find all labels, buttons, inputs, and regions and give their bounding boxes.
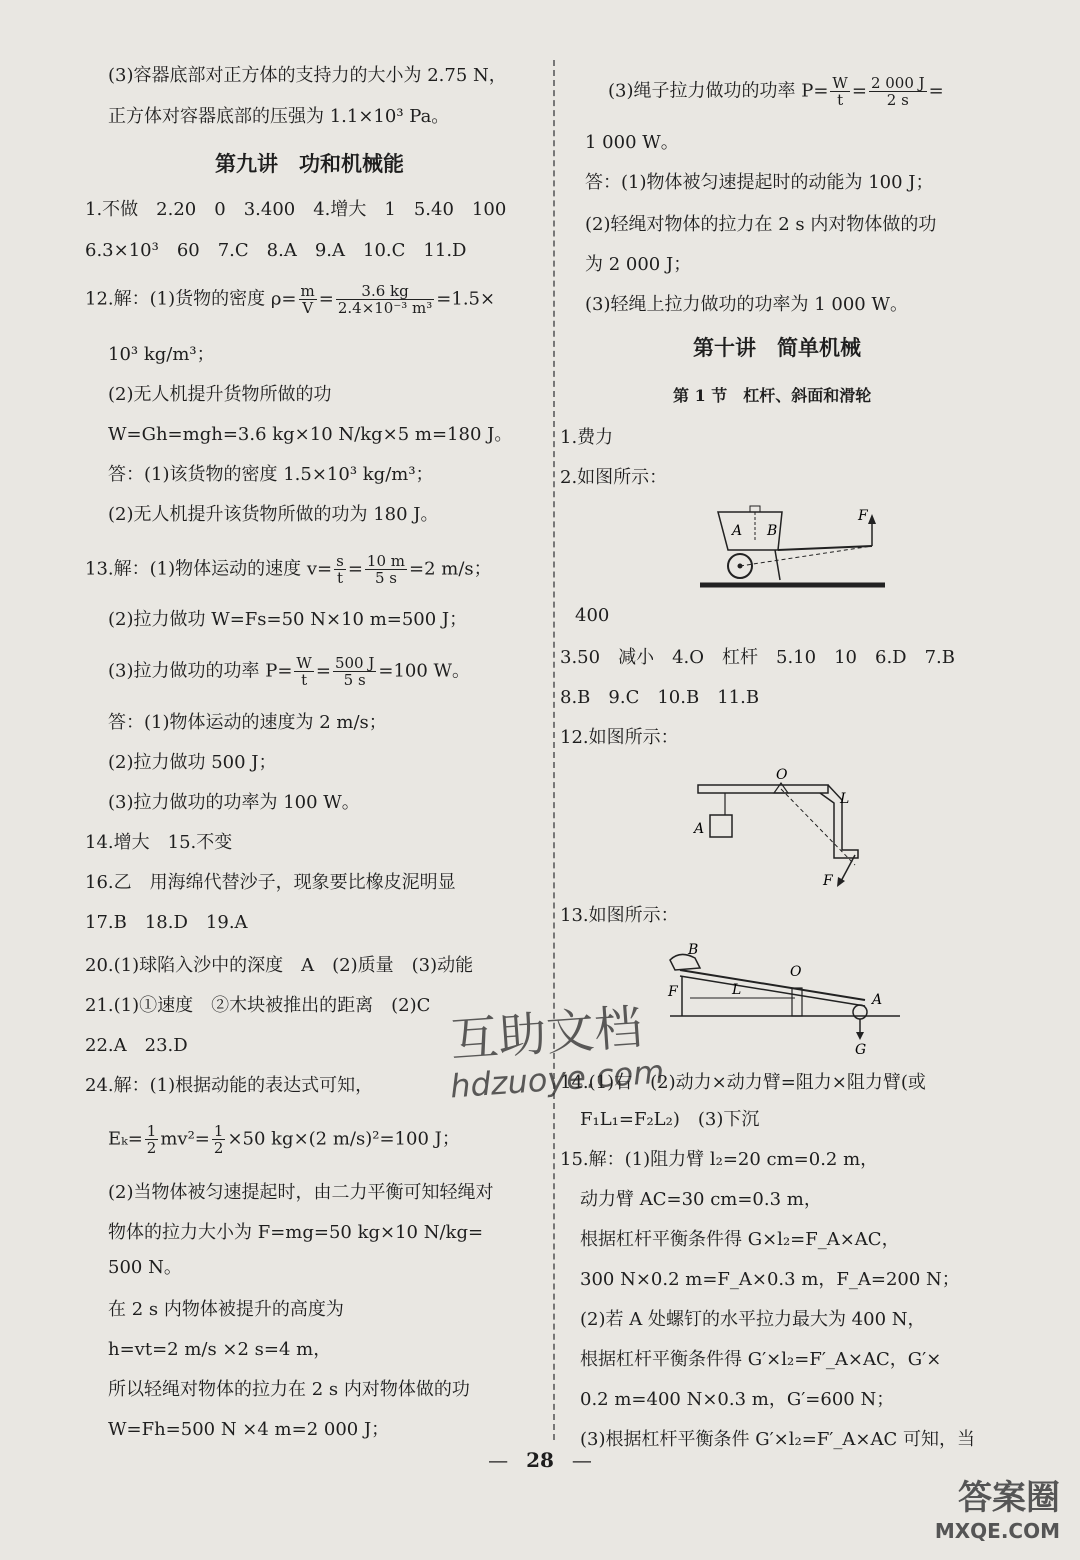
answer-line: W=Gh=mgh=3.6 kg×10 N/kg×5 m=180 J。 bbox=[108, 424, 513, 445]
label-f: F bbox=[823, 873, 833, 889]
answer-line-power: (3)拉力做功的功率 P= $\frac{W}{t}$ = $\frac{500 J}{5 s}$ =100 W。 bbox=[108, 654, 471, 689]
answer-line: F₁L₁=F₂L₂) (3)下沉 bbox=[580, 1109, 760, 1130]
section-1-heading: 第 1 节 杠杆、斜面和滑轮 bbox=[673, 386, 872, 405]
answer-line: 2.如图所示： bbox=[560, 467, 668, 488]
label-a: A bbox=[694, 821, 705, 837]
label-l: L bbox=[732, 982, 742, 998]
fraction: $\frac{500 J}{5 s}$ bbox=[334, 654, 375, 689]
fraction: $\frac{W}{t}$ bbox=[296, 654, 312, 689]
answer-line: W=Fh=500 N ×4 m=2 000 J； bbox=[108, 1419, 390, 1440]
answer-line: 为 2 000 J； bbox=[585, 254, 692, 275]
answer-line: 6.3×10³ 60 7.C 8.A 9.A 10.C 11.D bbox=[85, 240, 467, 261]
wheelbarrow-figure bbox=[700, 500, 900, 595]
column-divider bbox=[553, 60, 555, 1440]
answer-line: (2)拉力做功 500 J； bbox=[108, 752, 277, 773]
answer-line: 17.B 18.D 19.A bbox=[85, 912, 248, 933]
label-b: B bbox=[767, 523, 778, 539]
fraction: $\frac{W}{t}$ bbox=[832, 74, 848, 109]
answer-line: (2)当物体被匀速提起时，由二力平衡可知轻绳对 bbox=[108, 1182, 494, 1203]
answer-line: (2)若 A 处螺钉的水平拉力最大为 400 N， bbox=[580, 1309, 926, 1330]
answer-line: 21.(1)①速度 ②木块被推出的距离 (2)C bbox=[85, 995, 431, 1016]
watermark-en: hdzuoye.com bbox=[448, 1052, 666, 1106]
fraction: $\frac{m}{V}$ bbox=[300, 282, 315, 317]
answer-line: 15.解：(1)阻力臂 l₂=20 cm=0.2 m， bbox=[560, 1149, 879, 1170]
answer-line: h=vt=2 m/s ×2 s=4 m， bbox=[108, 1339, 332, 1360]
label-l: L bbox=[840, 791, 850, 807]
answer-line: (3)根据杠杆平衡条件 G′×l₂=F′_A×AC 可知，当 bbox=[580, 1429, 975, 1450]
answer-line: 根据杠杆平衡条件得 G′×l₂=F′_A×AC，G′× bbox=[580, 1349, 942, 1370]
fraction: $\frac{3.6 kg}{\text{2.4×10⁻³ m³}}$ bbox=[337, 282, 433, 317]
answer-line: 500 N。 bbox=[108, 1257, 182, 1278]
answer-line: 0.2 m=400 N×0.3 m，G′=600 N； bbox=[580, 1389, 895, 1410]
answer-line-density: 12.解：(1)货物的密度 ρ= $\frac{m}{V}$ = $\frac{3.6 kg}{\text{2.4×10⁻³ m³}}$ =1.5× bbox=[85, 282, 496, 317]
answer-line: 在 2 s 内物体被提升的高度为 bbox=[108, 1299, 344, 1320]
answer-line: 根据杠杆平衡条件得 G×l₂=F_A×AC， bbox=[580, 1229, 900, 1250]
answer-line: 动力臂 AC=30 cm=0.3 m， bbox=[580, 1189, 822, 1210]
label-g: G bbox=[855, 1042, 867, 1058]
answer-line-rope-power: (3)绳子拉力做功的功率 P= $\frac{W}{t}$ = $\frac{2 000 J}{2 s}$ = bbox=[608, 74, 944, 109]
answer-line: (2)无人机提升该货物所做的功为 180 J。 bbox=[108, 504, 439, 525]
answer-line: 所以轻绳对物体的拉力在 2 s 内对物体做的功 bbox=[108, 1379, 470, 1400]
label-f: F bbox=[668, 984, 678, 1000]
answer-line: 答：(1)该货物的密度 1.5×10³ kg/m³； bbox=[108, 464, 434, 485]
label-b: B bbox=[688, 942, 699, 958]
answer-line: 24.解：(1)根据动能的表达式可知， bbox=[85, 1075, 374, 1096]
answer-line: 16.乙 用海绵代替沙子，现象要比橡皮泥明显 bbox=[85, 872, 456, 893]
answer-line: (3)拉力做功的功率为 100 W。 bbox=[108, 792, 360, 813]
answer-line: 12.如图所示： bbox=[560, 727, 679, 748]
answer-line: (2)轻绳对物体的拉力在 2 s 内对物体做的功 bbox=[585, 214, 937, 235]
answer-line: 14.(1)右 (2)动力×动力臂=阻力×阻力臂(或 bbox=[560, 1072, 926, 1093]
answer-line: (2)无人机提升货物所做的功 bbox=[108, 384, 332, 405]
watermark-cn: 互助文档 bbox=[448, 999, 645, 1069]
fraction: $\frac{1}{2}$ bbox=[146, 1122, 157, 1157]
answer-line: 1.费力 bbox=[560, 427, 614, 448]
answer-line: 13.如图所示： bbox=[560, 905, 679, 926]
answer-line: 物体的拉力大小为 F=mg=50 kg×10 N/kg= bbox=[108, 1222, 484, 1243]
answer-line: 300 N×0.2 m=F_A×0.3 m，F_A=200 N； bbox=[580, 1269, 960, 1290]
answer-line: 20.(1)球陷入沙中的深度 A (2)质量 (3)动能 bbox=[85, 955, 474, 976]
label-f: F bbox=[858, 508, 868, 524]
fraction: $\frac{10 m}{5 s}$ bbox=[366, 552, 405, 587]
answer-line: 10³ kg/m³； bbox=[108, 344, 215, 365]
fraction: $\frac{1}{2}$ bbox=[213, 1122, 224, 1157]
answer-line: 8.B 9.C 10.B 11.B bbox=[560, 687, 760, 708]
answer-line: 1 000 W。 bbox=[585, 132, 679, 153]
lecture-10-heading: 第十讲 简单机械 bbox=[693, 335, 861, 360]
answer-line: 22.A 23.D bbox=[85, 1035, 188, 1056]
answer-line: (2)拉力做功 W=Fs=50 N×10 m=500 J； bbox=[108, 609, 468, 630]
fraction: $\frac{s}{t}$ bbox=[336, 552, 344, 587]
answer-line: 3.50 减小 4.O 杠杆 5.10 10 6.D 7.B bbox=[560, 647, 955, 668]
answer-line: 14.增大 15.不变 bbox=[85, 832, 233, 853]
label-a: A bbox=[872, 992, 883, 1008]
fraction: $\frac{2 000 J}{2 s}$ bbox=[870, 74, 925, 109]
seesaw-figure bbox=[660, 940, 910, 1060]
page-number: — 28 — bbox=[488, 1448, 592, 1472]
answer-line: 答：(1)物体被匀速提起时的动能为 100 J； bbox=[585, 172, 934, 193]
answer-line: 400 bbox=[575, 605, 610, 626]
answer-line: (3)轻绳上拉力做功的功率为 1 000 W。 bbox=[585, 294, 908, 315]
label-o: O bbox=[790, 964, 802, 980]
lever-figure bbox=[690, 765, 880, 895]
corner-logo: 答案圈 MXQE.COM bbox=[934, 1478, 1060, 1543]
label-o: O bbox=[776, 767, 788, 783]
answer-line-velocity: 13.解：(1)物体运动的速度 v= $\frac{s}{t}$ = $\frac{10 m}{5 s}$ =2 m/s； bbox=[85, 552, 492, 587]
answer-line-kinetic-energy: Eₖ= $\frac{1}{2}$ mv²= $\frac{1}{2}$ ×50 kg×(2 m/s)²=100 J； bbox=[108, 1122, 460, 1157]
answer-line: 1.不做 2.20 0 3.400 4.增大 1 5.40 100 bbox=[85, 199, 507, 220]
label-a: A bbox=[732, 523, 743, 539]
answer-line: 正方体对容器底部的压强为 1.1×10³ Pa。 bbox=[108, 106, 450, 127]
answer-line: 答：(1)物体运动的速度为 2 m/s； bbox=[108, 712, 387, 733]
lecture-9-heading: 第九讲 功和机械能 bbox=[215, 151, 404, 176]
answer-line: (3)容器底部对正方体的支持力的大小为 2.75 N， bbox=[108, 65, 507, 86]
